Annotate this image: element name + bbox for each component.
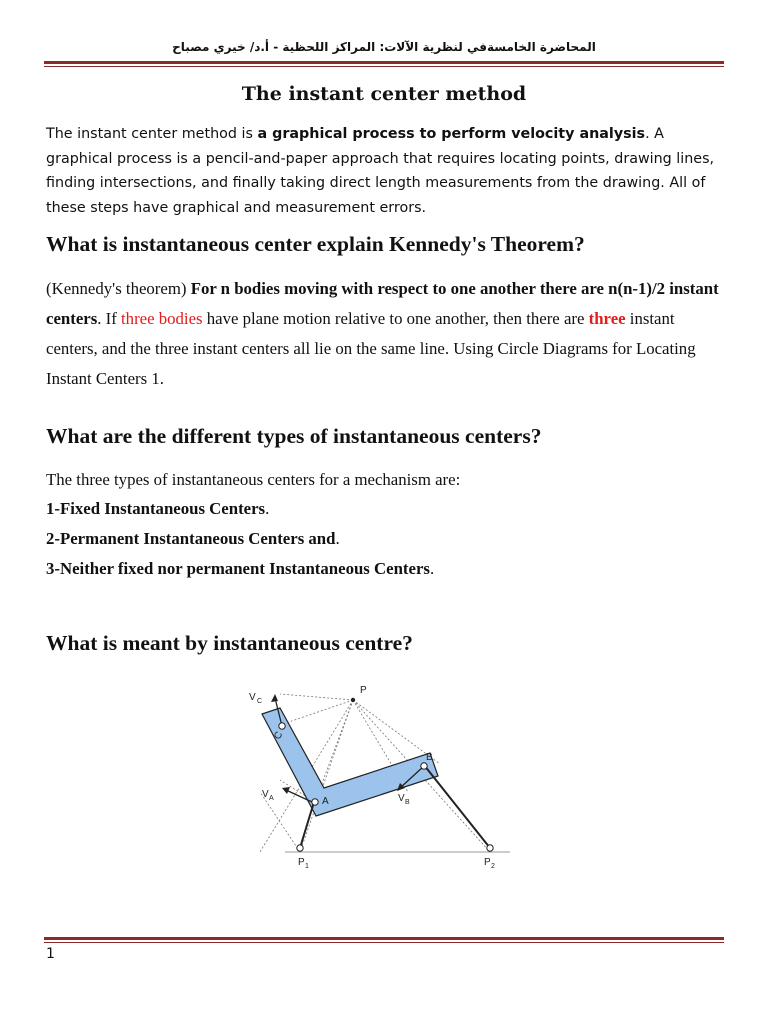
- heading-kennedy: What is instantaneous center explain Kennedy's Theorem?: [46, 232, 585, 256]
- label-p1-sub: 1: [305, 863, 309, 870]
- intro-paragraph: The instant center method is a graphical process to perform velocity analysis. A graphical process is a pencil-and-paper approach that requires locating points, drawing lines, finding intersections, and finally taking direct length measurements from the drawing. All of these steps have graphical and measurement errors.: [46, 126, 715, 216]
- label-b: B: [426, 752, 433, 763]
- kennedy-paragraph: (Kennedy's theorem) For n bodies moving with respect to one another there are n(n-1)/2 instant centers. If three bodies have plane motion relative to one another, then there are three instant centers, and the three instant centers all lie on the same line. Using Circle Diagrams for Locating Instant Centers 1.: [46, 279, 719, 388]
- joint-a: [312, 799, 318, 805]
- heading-types: What are the different types of instantaneous centers?: [46, 424, 542, 448]
- link-p1-a: [300, 802, 314, 848]
- types-intro: The three types of instantaneous centers for a mechanism are:: [46, 470, 461, 489]
- point-p: [351, 698, 355, 702]
- pivot-p1: [297, 845, 303, 851]
- label-vb: V: [398, 793, 405, 804]
- label-c: C: [272, 729, 286, 742]
- heading-meant: What is meant by instantaneous centre?: [46, 631, 413, 655]
- type-item-permanent: 2-Permanent Instantaneous Centers and.: [46, 529, 340, 548]
- coupler-link: [262, 708, 438, 816]
- type-item-fixed: 1-Fixed Instantaneous Centers.: [46, 499, 270, 518]
- label-p1: P: [298, 857, 305, 868]
- label-va: V: [262, 789, 269, 800]
- label-p: P: [360, 685, 367, 696]
- mechanism-diagram: [240, 680, 530, 875]
- page-number: 1: [46, 946, 55, 962]
- joint-b: [421, 763, 427, 769]
- label-p2-sub: 2: [491, 863, 495, 870]
- label-a: A: [322, 796, 329, 807]
- document-title: The instant center method: [241, 83, 527, 105]
- label-vb-sub: B: [405, 799, 410, 806]
- label-va-sub: A: [269, 795, 274, 802]
- footer-rule: [44, 937, 724, 943]
- instant-center-figure: [240, 680, 530, 875]
- header-rule: [44, 61, 724, 67]
- joint-c: [279, 723, 285, 729]
- label-vc-sub: C: [257, 698, 263, 705]
- page-header: المحاضرة الخامسةفي لنظرية الآلات: المراكز اللحظية - أ.د/ خيري مصباح: [172, 40, 596, 54]
- label-p2: P: [484, 857, 491, 868]
- link-p2-b: [424, 765, 490, 848]
- label-vc: V: [249, 692, 256, 703]
- pivot-p2: [487, 845, 493, 851]
- type-item-neither: 3-Neither fixed nor permanent Instantaneous Centers.: [46, 559, 435, 578]
